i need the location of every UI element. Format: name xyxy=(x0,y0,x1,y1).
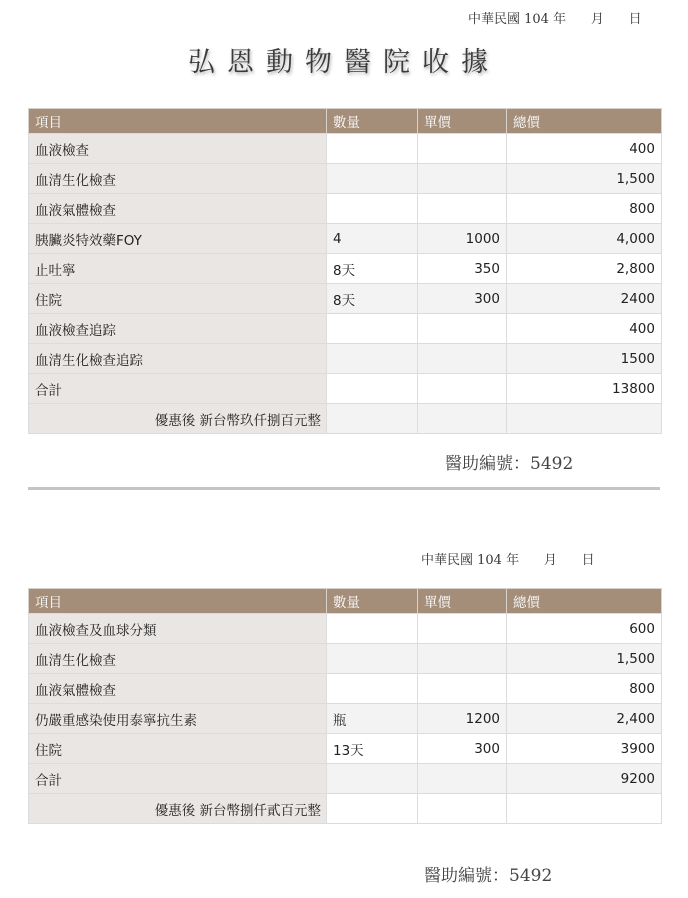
cell-total: 1,500 xyxy=(507,164,662,194)
cell-item: 血清生化檢查 xyxy=(29,644,327,674)
cell-quantity xyxy=(327,164,418,194)
receipt-title: 弘恩動物醫院收據 xyxy=(188,47,500,78)
cell-item: 住院 xyxy=(29,734,327,764)
table-row xyxy=(29,134,662,164)
table-row xyxy=(29,194,662,224)
header-total: 總價 xyxy=(507,589,662,614)
cell-unit-price: 1200 xyxy=(418,704,507,734)
cell-total: 800 xyxy=(507,674,662,704)
table-row xyxy=(29,254,662,284)
cell-unit-price xyxy=(418,374,507,404)
discount-row xyxy=(29,794,662,824)
cell-quantity: 13天 xyxy=(327,734,418,764)
cell-unit-price xyxy=(418,134,507,164)
cell-quantity: 8天 xyxy=(327,254,418,284)
cell-total: 3900 xyxy=(507,734,662,764)
cell-total: 2400 xyxy=(507,284,662,314)
empty-cell xyxy=(418,404,507,434)
cell-unit-price: 300 xyxy=(418,734,507,764)
cell-item: 血液檢查及血球分類 xyxy=(29,614,327,644)
empty-cell xyxy=(327,404,418,434)
cell-quantity xyxy=(327,344,418,374)
header-quantity: 數量 xyxy=(327,589,418,614)
cell-quantity: 4 xyxy=(327,224,418,254)
cell-total: 400 xyxy=(507,134,662,164)
cell-quantity xyxy=(327,764,418,794)
cell-unit-price xyxy=(418,764,507,794)
cell-item: 血清生化檢查追踪 xyxy=(29,344,327,374)
receipt-table xyxy=(28,108,662,434)
cell-unit-price xyxy=(418,614,507,644)
cell-unit-price xyxy=(418,674,507,704)
cell-quantity xyxy=(327,134,418,164)
cell-unit-price xyxy=(418,644,507,674)
table-row xyxy=(29,224,662,254)
cell-unit-price: 300 xyxy=(418,284,507,314)
table-row xyxy=(29,764,662,794)
cell-item: 仍嚴重感染使用泰寧抗生素 xyxy=(29,704,327,734)
cell-quantity xyxy=(327,194,418,224)
cell-quantity xyxy=(327,314,418,344)
discount-row xyxy=(29,404,662,434)
empty-cell xyxy=(507,794,662,824)
table-row xyxy=(29,734,662,764)
header-item: 項目 xyxy=(29,109,327,134)
table-row xyxy=(29,344,662,374)
cell-total: 800 xyxy=(507,194,662,224)
cell-total: 2,400 xyxy=(507,704,662,734)
cell-quantity xyxy=(327,674,418,704)
table-header-row xyxy=(29,589,662,614)
cell-quantity xyxy=(327,614,418,644)
header-item: 項目 xyxy=(29,589,327,614)
cell-item: 血清生化檢查 xyxy=(29,164,327,194)
table-header-row xyxy=(29,109,662,134)
cell-item: 胰臟炎特效藥FOY xyxy=(29,224,327,254)
cell-unit-price: 1000 xyxy=(418,224,507,254)
table-row xyxy=(29,644,662,674)
assistant-number: 醫助編號：5492 xyxy=(424,866,553,886)
cell-total: 600 xyxy=(507,614,662,644)
cell-unit-price xyxy=(418,344,507,374)
cell-total: 1500 xyxy=(507,344,662,374)
cell-item: 合計 xyxy=(29,764,327,794)
cell-total: 400 xyxy=(507,314,662,344)
cell-item: 合計 xyxy=(29,374,327,404)
table-row xyxy=(29,374,662,404)
cell-item: 血液檢查 xyxy=(29,134,327,164)
cell-total: 4,000 xyxy=(507,224,662,254)
cell-item: 止吐寧 xyxy=(29,254,327,284)
cell-total: 9200 xyxy=(507,764,662,794)
table-row xyxy=(29,704,662,734)
cell-quantity: 8天 xyxy=(327,284,418,314)
empty-cell xyxy=(327,794,418,824)
table-row xyxy=(29,674,662,704)
cell-item: 血液氣體檢查 xyxy=(29,194,327,224)
cell-quantity: 瓶 xyxy=(327,704,418,734)
cell-unit-price xyxy=(418,314,507,344)
cell-total: 1,500 xyxy=(507,644,662,674)
cell-unit-price xyxy=(418,164,507,194)
table-row xyxy=(29,314,662,344)
cell-quantity xyxy=(327,644,418,674)
cell-unit-price: 350 xyxy=(418,254,507,284)
header-quantity: 數量 xyxy=(327,109,418,134)
cell-total: 13800 xyxy=(507,374,662,404)
discount-text: 優惠後 新台幣玖仟捌百元整 xyxy=(29,404,327,434)
cell-quantity xyxy=(327,374,418,404)
cell-item: 血液檢查追踪 xyxy=(29,314,327,344)
cell-item: 血液氣體檢查 xyxy=(29,674,327,704)
empty-cell xyxy=(507,404,662,434)
header-total: 總價 xyxy=(507,109,662,134)
cell-item: 住院 xyxy=(29,284,327,314)
header-unit-price: 單價 xyxy=(418,109,507,134)
receipt-table xyxy=(28,588,662,824)
table-row xyxy=(29,614,662,644)
discount-text: 優惠後 新台幣捌仟貳百元整 xyxy=(29,794,327,824)
assistant-number: 醫助編號：5492 xyxy=(445,454,574,474)
header-unit-price: 單價 xyxy=(418,589,507,614)
receipt-date: 中華民國 104 年 月 日 xyxy=(468,12,642,27)
empty-cell xyxy=(418,794,507,824)
receipt-date: 中華民國 104 年 月 日 xyxy=(421,553,595,568)
cell-unit-price xyxy=(418,194,507,224)
cell-total: 2,800 xyxy=(507,254,662,284)
table-row xyxy=(29,164,662,194)
section-divider xyxy=(28,487,660,490)
table-row xyxy=(29,284,662,314)
